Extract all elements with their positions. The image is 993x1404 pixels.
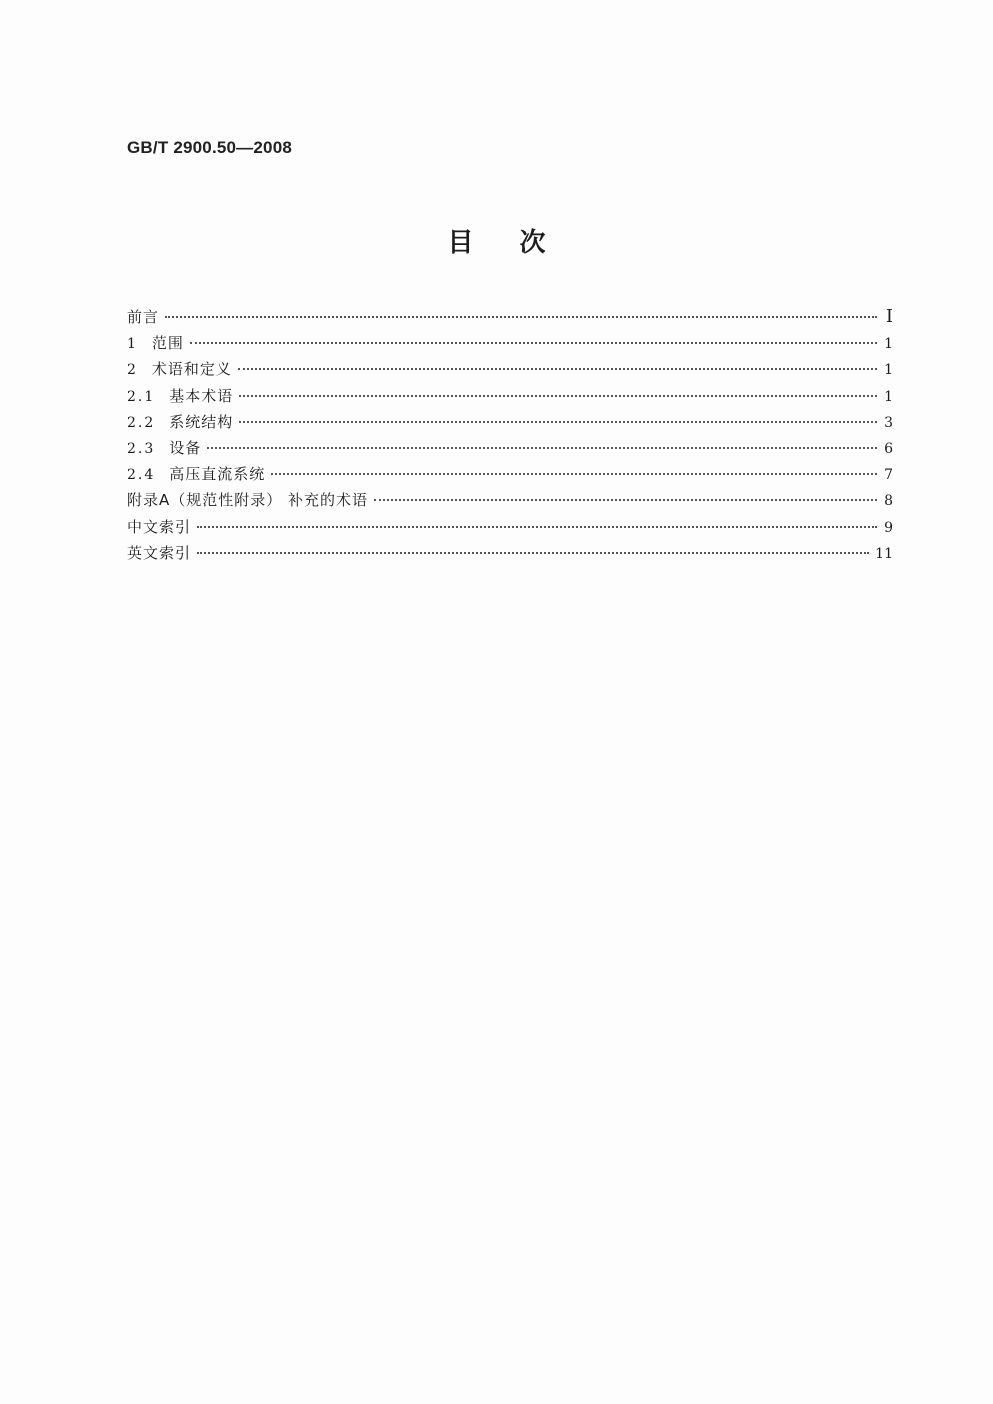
toc-entry-label: 设备 [169, 438, 202, 457]
toc-entry-label: 范围 [151, 334, 184, 353]
toc-entry-label: 前言 [127, 308, 160, 326]
toc-entry-label: 中文索引 [127, 517, 192, 536]
toc-dot-leader [239, 421, 877, 423]
toc-dot-leader [239, 395, 877, 397]
toc-entry-number: 2.2 [127, 414, 156, 431]
toc-dot-leader [190, 342, 877, 344]
toc-entry-number: 2.1 [127, 388, 156, 405]
toc-entry-number: 2.3 [127, 440, 156, 457]
toc-entry-number: 1 [127, 336, 138, 353]
toc-entry-label: 附录A（规范性附录） 补充的术语 [127, 491, 369, 510]
toc-dot-leader [238, 368, 877, 370]
toc-entry-page: 11 [875, 545, 893, 562]
toc-entry-preface[interactable] [127, 304, 893, 330]
toc-entry-label: 系统结构 [169, 412, 234, 431]
toc-dot-leader [207, 447, 877, 449]
toc-entry-page: 3 [884, 414, 893, 431]
toc-entry-number: 2 [127, 362, 138, 379]
toc-entry-equipment[interactable] [127, 435, 893, 461]
toc-dot-leader [165, 316, 877, 318]
toc-entry-page: 1 [884, 362, 893, 379]
toc-dot-leader [197, 552, 869, 554]
document-code: GB/T 2900.50—2008 [127, 138, 292, 157]
toc-entry-hvdc-system[interactable] [127, 461, 893, 487]
toc-entry-appendix-a[interactable] [127, 487, 893, 513]
toc-entry-basic-terms[interactable] [127, 383, 893, 409]
toc-entry-number: 2.4 [127, 467, 156, 484]
toc-entry-system-structure[interactable] [127, 409, 893, 435]
toc-entry-page: 9 [884, 519, 893, 536]
toc-entry-page: 6 [884, 440, 893, 457]
toc-entry-label: 高压直流系统 [169, 465, 266, 484]
toc-title: 目次 [447, 228, 592, 258]
toc-dot-leader [197, 526, 877, 528]
toc-entry-page: I [885, 306, 893, 327]
toc-entry-label: 术语和定义 [151, 360, 232, 379]
toc-entry-terms-definitions[interactable] [127, 356, 893, 382]
toc-entry-page: 7 [884, 467, 893, 484]
toc-entry-page: 1 [884, 388, 893, 405]
toc-entry-chinese-index[interactable] [127, 514, 893, 540]
toc-entry-label: 基本术语 [169, 386, 234, 405]
toc-entry-label: 英文索引 [127, 543, 192, 562]
toc-dot-leader [374, 499, 877, 501]
table-of-contents [127, 304, 893, 566]
toc-entry-scope[interactable] [127, 330, 893, 356]
toc-entry-page: 8 [884, 493, 893, 510]
toc-entry-english-index[interactable] [127, 540, 893, 566]
toc-dot-leader [271, 473, 877, 475]
toc-entry-page: 1 [884, 336, 893, 353]
